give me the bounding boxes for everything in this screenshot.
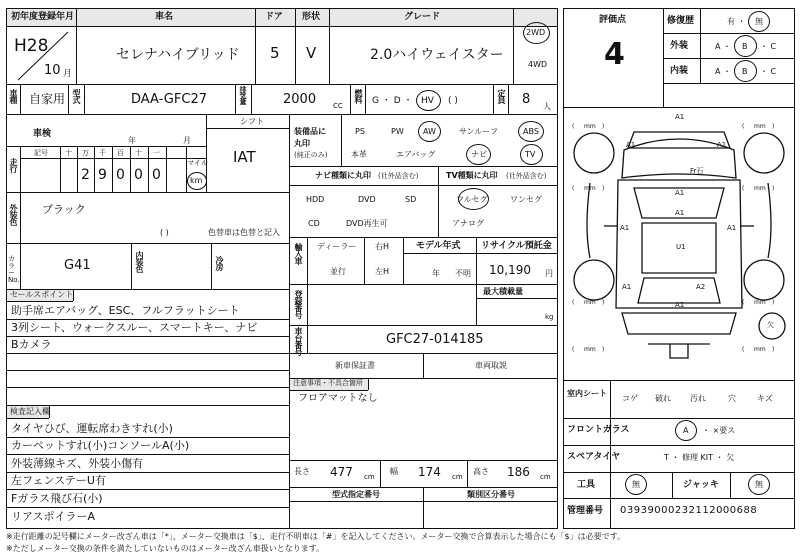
door-count: 5 — [270, 44, 280, 62]
rear-bumper-shape — [622, 313, 736, 334]
shift-label: シフト — [240, 117, 264, 126]
mileage-digit-3: 0 — [134, 167, 143, 183]
seat-opt-3: 穴 — [728, 394, 736, 403]
vehicle-manual: 車両取説 — [475, 361, 507, 370]
length-label: 長さ — [294, 467, 310, 476]
digit-label-3: 百 — [117, 149, 124, 157]
max-load-unit: kg — [545, 313, 554, 321]
digit-label-1: 万 — [82, 149, 89, 157]
seat-label: 室内シート — [567, 389, 607, 398]
fuel-label: 燃料 — [354, 89, 363, 103]
equip-abs: ABS — [523, 127, 539, 136]
inspector-note-1: カーペットすれ(小)コンソールA(小) — [11, 439, 190, 452]
import-dealer: ディーラー — [317, 242, 357, 251]
height-value: 186 — [507, 465, 530, 479]
wheel-front-right — [744, 133, 784, 173]
import-right-h: 右H — [375, 242, 390, 251]
tv-analog: アナログ — [452, 219, 484, 228]
repair-label: 修復歴 — [667, 16, 695, 26]
exterior-label: 外装 — [670, 41, 689, 51]
damage-mark-8: A1 — [675, 301, 685, 309]
shaken-label: 車検 — [33, 129, 52, 139]
color-paren: ( ) — [160, 228, 169, 237]
drive-4wd: 4WD — [528, 60, 548, 69]
svg-text:(: ( — [572, 185, 575, 192]
left-side-line — [587, 183, 590, 258]
seat-opt-1: 破れ — [655, 394, 671, 403]
inspector-note-2: 外装薄線キズ、外装小傷有 — [11, 457, 144, 470]
repair-no: 無 — [755, 17, 763, 26]
model-year-unit: 年 — [432, 269, 440, 278]
footer-line-1: ※走行距離の記号欄にメーター改ざん車は「*」、メーター交換車は「$」、走行不明車は「#」を記入してください。メーター交換で合算表示した場合にも「$」は必要です。 — [6, 532, 625, 541]
jack-label: ジャッキ — [683, 480, 719, 490]
navi-type-sub: (社外品含む) — [378, 172, 419, 180]
svg-text:): ) — [772, 123, 775, 130]
model-year-label: モデル年式 — [416, 241, 461, 251]
svg-text:): ) — [772, 299, 775, 306]
svg-text:mm: mm — [584, 123, 596, 130]
damage-mark-9: A1 — [622, 283, 632, 291]
damage-mark-12: 欠 — [767, 321, 774, 329]
svg-text:mm: mm — [754, 185, 766, 192]
length-unit: cm — [364, 473, 375, 481]
exterior-c: ・ C — [760, 42, 777, 51]
cc-unit: CC — [333, 102, 343, 110]
damage-mark-3: A1 — [675, 189, 685, 197]
damage-mark-5: A1 — [620, 224, 630, 232]
interior-color-label: 内装色 — [135, 251, 144, 272]
displacement: 2000 — [283, 92, 317, 107]
selling-point-1: 3列シート、ウォークスルー、スマートキー、ナビ — [11, 321, 258, 334]
repair-yes: 有 ・ — [727, 17, 746, 26]
navi-dvd-player: DVD再生可 — [346, 219, 388, 228]
fuel-hv: HV — [421, 96, 434, 106]
digit-label-0: 十 — [65, 149, 72, 157]
svg-text:(: ( — [742, 299, 745, 306]
model-code: DAA-GFC27 — [131, 92, 207, 107]
exterior-b: B — [742, 42, 748, 51]
svg-text:mm: mm — [584, 299, 596, 306]
seat-opt-0: コゲ — [622, 394, 638, 403]
recycle-label: リサイクル預託金 — [481, 241, 552, 251]
equip-airbag: エアバッグ — [396, 150, 436, 159]
color-no: G41 — [64, 258, 91, 273]
caution-text: フロアマットなし — [298, 393, 378, 404]
seat-opt-4: キズ — [757, 394, 773, 403]
color-no-label: カラーNo. — [8, 255, 20, 284]
equipment-label-1: 装備品に — [294, 127, 326, 136]
width-value: 174 — [418, 465, 441, 479]
damage-mark-1: A1 — [626, 141, 636, 149]
shape-label: 形状 — [302, 12, 321, 22]
model-year-unknown: 不明 — [455, 269, 471, 278]
max-load-label: 最大積載量 — [483, 287, 523, 296]
navi-type-title: ナビ種類に丸印 — [315, 171, 371, 180]
body-shape: V — [306, 44, 317, 62]
length-value: 477 — [330, 465, 353, 479]
navi-dvd: DVD — [358, 195, 376, 204]
color-value: ブラック — [42, 203, 86, 216]
svg-text:(: ( — [742, 123, 745, 130]
import-label: 輸入車 — [294, 243, 303, 264]
front-bumper-shape — [628, 132, 730, 148]
equip-sunroof: サンルーフ — [459, 127, 498, 136]
capacity-unit: 人 — [543, 102, 551, 111]
tools-label: 工具 — [577, 480, 596, 490]
vehicle-type: 自家用 — [29, 92, 66, 106]
windshield-rest: ・ ×要ス — [702, 426, 736, 435]
inspector-notes-title: 検査記入欄 — [10, 407, 50, 416]
height-unit: cm — [540, 473, 551, 481]
mileage-digit-4: 0 — [152, 167, 161, 183]
selling-points-title: セールスポイント — [10, 290, 74, 299]
digit-label-2: 千 — [99, 149, 106, 157]
damage-mark-10: A1 — [727, 224, 737, 232]
equip-navi: ナビ — [471, 150, 487, 159]
navi-sd: SD — [405, 195, 417, 204]
digit-label-5: 一 — [153, 149, 160, 157]
reg-year: H28 — [14, 36, 49, 56]
svg-text:mm: mm — [754, 123, 766, 130]
car-name: セレナハイブリッド — [116, 47, 240, 63]
equip-leather: 本革 — [351, 150, 367, 159]
wheel-rear-left — [574, 260, 614, 300]
interior-c: ・ C — [760, 67, 777, 76]
reg-month-suffix: 月 — [63, 69, 73, 79]
score-value: 4 — [604, 37, 625, 72]
svg-text:(: ( — [572, 299, 575, 306]
mileage-digit-1: 9 — [98, 167, 107, 183]
svg-text:(: ( — [572, 346, 575, 353]
tv-type-title: TV種類に丸印 — [446, 171, 498, 180]
selling-point-2: Bカメラ — [11, 338, 52, 351]
svg-text:): ) — [602, 185, 605, 192]
exterior-a: A ・ — [715, 42, 732, 51]
footer-line-2: ※ただしメーター交換の条件を満たしていないものはメーター改ざん車扱いとなります。 — [6, 544, 325, 553]
navi-cd: CD — [308, 219, 320, 228]
kigo-label: 記号 — [34, 149, 48, 157]
svg-text:mm: mm — [754, 346, 766, 353]
damage-mark-11: Fr石 — [690, 167, 704, 175]
selling-point-0: 助手席エアバッグ、ESC、フルフラットシート — [11, 304, 240, 317]
equipment-label-3: (純正のみ) — [294, 151, 328, 159]
interior-a: A ・ — [715, 67, 732, 76]
jack-value: 無 — [755, 480, 763, 489]
windshield-a: A — [683, 426, 689, 435]
drive-2wd: 2WD — [526, 28, 546, 37]
wheel-front-left — [574, 133, 614, 173]
svg-text:(: ( — [572, 123, 575, 130]
svg-text:(: ( — [742, 346, 745, 353]
tv-oneseg: ワンセグ — [510, 195, 542, 204]
mgmt-label: 管理番号 — [567, 506, 604, 516]
svg-text:mm: mm — [584, 346, 596, 353]
import-parallel: 並行 — [330, 267, 346, 276]
grade-value: 2.0ハイウェイスター — [370, 47, 504, 63]
recycle-amount: 10,190 — [489, 263, 531, 277]
mileage-digit-2: 0 — [116, 167, 125, 183]
svg-text:): ) — [772, 185, 775, 192]
fuel-paren: ( ) — [448, 96, 458, 106]
type-designation-label: 型式指定番号 — [332, 490, 380, 499]
recycle-yen: 円 — [545, 269, 553, 278]
vehicle-type-label: 車種 — [9, 89, 18, 103]
svg-text:mm: mm — [754, 299, 766, 306]
km-label: km — [190, 176, 203, 185]
svg-text:): ) — [602, 299, 605, 306]
svg-text:mm: mm — [584, 185, 596, 192]
new-car-warranty: 新車保証書 — [335, 361, 375, 370]
equip-tv: TV — [525, 150, 536, 159]
first-reg-label: 初年度登録年月 — [11, 12, 75, 22]
inspector-note-0: タイヤひび、運転席わきすれ(小) — [11, 422, 173, 435]
spare-options: T ・ 修理 KIT ・ 欠 — [664, 453, 735, 462]
inspector-note-4: Fガラス飛び石(小) — [11, 492, 103, 505]
tools-value: 無 — [632, 480, 640, 489]
equip-aw: AW — [423, 127, 436, 136]
inspector-note-5: リアスポイラーA — [11, 510, 96, 523]
spare-label: スペアタイヤ — [567, 452, 621, 462]
reg-month: 10 — [44, 63, 61, 78]
mileage-label: 走行 — [9, 158, 18, 172]
damage-mark-2: A1 — [717, 141, 727, 149]
mile-label: マイル — [187, 159, 208, 167]
fridge-label: 冷房 — [215, 256, 224, 270]
svg-text:(: ( — [742, 185, 745, 192]
capacity-label: 定員 — [497, 89, 506, 103]
interior-label: 内装 — [670, 66, 689, 76]
chassis-no: GFC27-014185 — [386, 332, 484, 347]
wheel-rear-right — [744, 260, 784, 300]
shift-value: IAT — [233, 148, 256, 166]
svg-text:): ) — [772, 346, 775, 353]
width-unit: cm — [452, 473, 463, 481]
tv-fullseg: フルセグ — [456, 195, 488, 204]
right-side-line — [768, 183, 771, 258]
reg-no-label: 登録番号 — [294, 290, 303, 318]
caution-title: 注意事項・不具合箇所 — [293, 379, 363, 387]
interior-b: B — [742, 67, 748, 76]
shaken-year-unit: 年 — [128, 136, 136, 145]
digit-label-4: 十 — [135, 149, 142, 157]
equip-pw: PW — [391, 127, 404, 136]
navi-hdd: HDD — [306, 195, 325, 204]
door-label: ドア — [265, 12, 283, 22]
displacement-label: 排気量 — [239, 86, 247, 104]
equip-ps: PS — [355, 127, 365, 136]
chassis-label: 車台番号 — [294, 327, 303, 355]
rear-glass-shape — [638, 278, 720, 303]
color-label: 外装色 — [9, 204, 18, 225]
mileage-digit-0: 2 — [81, 167, 90, 183]
damage-mark-6: U1 — [676, 243, 686, 251]
color-note: 色替車は色替と記入 — [208, 228, 280, 237]
damage-mark-0: A1 — [675, 113, 685, 121]
shaken-month-unit: 月 — [183, 136, 191, 145]
damage-mark-4: A1 — [675, 209, 685, 217]
inspector-note-3: 左フェンステーU有 — [11, 474, 106, 487]
equipment-label-2: 丸印 — [294, 139, 310, 148]
score-label: 評価点 — [599, 15, 627, 25]
car-name-label: 車名 — [155, 12, 174, 22]
svg-text:): ) — [602, 123, 605, 130]
svg-text:): ) — [602, 346, 605, 353]
grade-label: グレード — [404, 12, 441, 22]
mgmt-no: 03939000232112000688 — [620, 505, 758, 516]
category-label: 類別区分番号 — [467, 490, 515, 499]
tv-type-sub: (社外品含む) — [506, 172, 547, 180]
damage-mark-7: A2 — [696, 283, 706, 291]
width-label: 幅 — [390, 467, 398, 476]
fuel-options: G ・ D ・ — [372, 96, 413, 106]
import-left-h: 左H — [375, 267, 390, 276]
capacity: 8 — [522, 92, 531, 107]
model-label: 型式 — [72, 89, 81, 103]
seat-opt-2: 汚れ — [690, 394, 706, 403]
windshield-label: フロントガラス — [567, 425, 630, 435]
height-label: 高さ — [473, 467, 489, 476]
